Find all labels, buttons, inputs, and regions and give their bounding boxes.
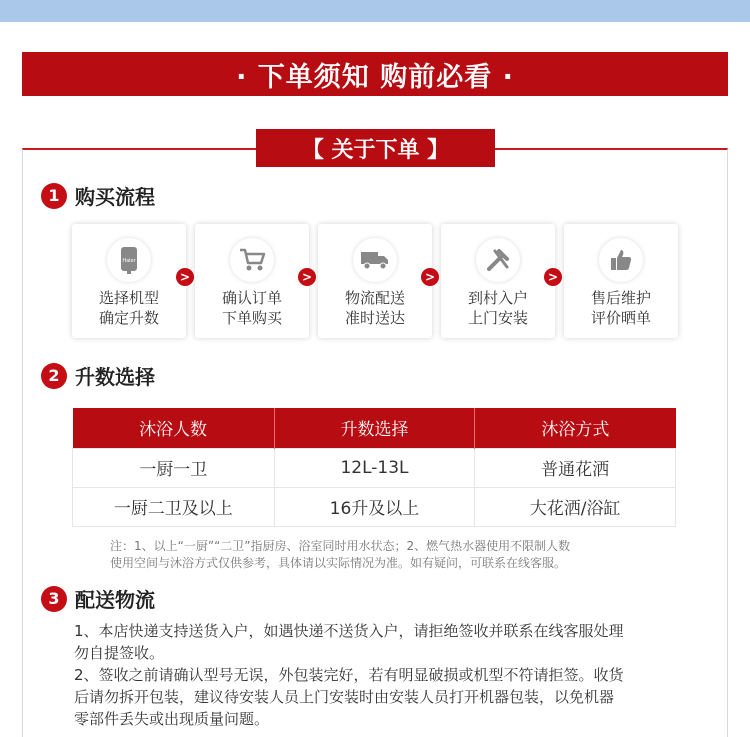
logistics-paragraph-2 bbox=[74, 664, 674, 730]
flow-label-5a: 售后维护 bbox=[590, 289, 651, 307]
table-cell: 16升及以上 bbox=[274, 487, 475, 526]
flow-arrow-4: > bbox=[544, 268, 562, 286]
logistics-p2-line-3: 零部件丢失或出现质量问题。 bbox=[74, 710, 270, 728]
logistics-p2-line-2: 后请勿拆开包装，建议待安装人员上门安装时由安装人员打开机器包装，以免机器 bbox=[74, 688, 615, 706]
top-strip bbox=[0, 0, 750, 22]
banner-title: · 下单须知 购前必看 · bbox=[236, 61, 514, 93]
flow-label-1a: 选择机型 bbox=[98, 289, 159, 307]
logistics-p1-line-1: 1、本店快递支持送货入户，如遇快递不送货入户，请拒绝签收并联系在线客服处理 bbox=[74, 622, 624, 640]
flow-label-2b: 下单购买 bbox=[221, 309, 282, 327]
flow-label-2a: 确认订单 bbox=[221, 289, 282, 307]
step-2-heading bbox=[41, 361, 155, 390]
flow-label-4a: 到村入户 bbox=[467, 289, 528, 307]
flow-card-confirm-order bbox=[195, 224, 309, 338]
note-line-2: 使用空间与沐浴方式仅供参考，具体请以实际情况为准。如有疑问，可联系在线客服。 bbox=[110, 556, 567, 570]
table-row bbox=[73, 487, 676, 526]
step-2-title: 升数选择 bbox=[75, 365, 155, 389]
step-2-number: 2 bbox=[41, 363, 67, 389]
table-cell: 一厨二卫及以上 bbox=[73, 487, 275, 526]
table-header-capacity: 升数选择 bbox=[274, 408, 475, 448]
flow-arrow-1: > bbox=[176, 268, 194, 286]
flow-card-install bbox=[441, 224, 555, 338]
flow-label-5b: 评价晒单 bbox=[590, 309, 651, 327]
table-row bbox=[73, 448, 676, 487]
section-title-text: 【 关于下单 】 bbox=[301, 137, 450, 163]
step-1-number: 1 bbox=[41, 183, 67, 209]
truck-icon bbox=[353, 238, 397, 282]
table-cell: 普通花洒 bbox=[475, 448, 676, 487]
step-1-heading bbox=[41, 181, 155, 210]
flow-label-4b: 上门安装 bbox=[467, 309, 528, 327]
note-line-1: 注：1、以上“一厨”“二卫”指厨房、浴室同时用水状态；2、燃气热水器使用不限制人数 bbox=[110, 539, 571, 553]
flow-card-after-sale bbox=[564, 224, 678, 338]
step-3-title: 配送物流 bbox=[75, 588, 155, 612]
heater-brand-text: Haier bbox=[122, 258, 136, 264]
tools-icon bbox=[476, 238, 520, 282]
flow-label-1b: 确定升数 bbox=[98, 309, 159, 327]
step-3-heading bbox=[41, 584, 155, 613]
flow-card-logistics bbox=[318, 224, 432, 338]
table-cell: 大花洒/浴缸 bbox=[475, 487, 676, 526]
flow-label-3b: 准时送达 bbox=[344, 309, 405, 327]
table-header-bath-type: 沐浴方式 bbox=[475, 408, 676, 448]
capacity-table bbox=[72, 408, 676, 527]
table-header-people: 沐浴人数 bbox=[73, 408, 275, 448]
step-3-number: 3 bbox=[41, 586, 67, 612]
table-cell: 一厨一卫 bbox=[73, 448, 275, 487]
flow-arrow-2: > bbox=[298, 268, 316, 286]
flow-arrow-3: > bbox=[421, 268, 439, 286]
logistics-paragraph-1 bbox=[74, 620, 674, 664]
step-1-title: 购买流程 bbox=[75, 185, 155, 209]
notice-banner bbox=[22, 52, 728, 96]
water-heater-icon bbox=[107, 238, 151, 282]
logistics-p1-line-2: 勿自提签收。 bbox=[74, 644, 165, 662]
section-title bbox=[256, 129, 495, 167]
cart-icon bbox=[230, 238, 274, 282]
flow-card-select-model bbox=[72, 224, 186, 338]
table-header-row bbox=[73, 408, 676, 448]
table-note bbox=[110, 538, 650, 572]
logistics-p2-line-1: 2、签收之前请确认型号无误，外包装完好，若有明显破损或机型不符请拒签。收货 bbox=[74, 666, 624, 684]
table-cell: 12L-13L bbox=[274, 448, 475, 487]
thumbs-up-icon bbox=[599, 238, 643, 282]
flow-label-3a: 物流配送 bbox=[344, 289, 405, 307]
